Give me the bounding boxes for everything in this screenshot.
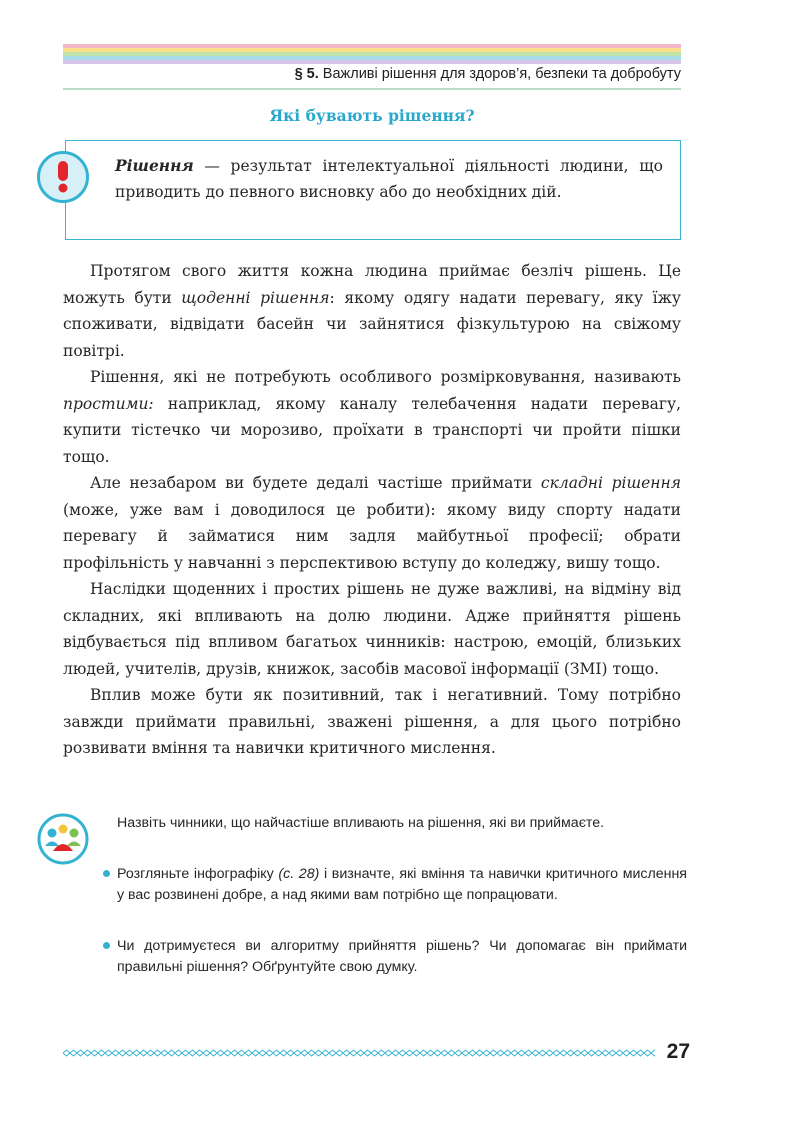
task-text: Розгляньте інфографіку (117, 866, 279, 882)
paragraph (63, 258, 681, 364)
page-number: 27 (666, 1040, 690, 1063)
paragraph: Вплив може бути як позитивний, так і негативний. Тому потрібно завжди приймати правильні, зважені рішення, а для цього потрібно розвивати вміння та навички критичного мислення. (63, 686, 681, 757)
main-text (63, 258, 681, 762)
section-title: Важливі рішення для здоров’я, безпеки та добробуту (322, 66, 681, 82)
paragraph-text: наприклад, якому каналу телебачення надати перевагу, купити тістечко чи морозиво, проїхати в транспорті чи пройти пішки тощо. (63, 394, 681, 466)
paragraph (63, 470, 681, 576)
bullet-icon (103, 942, 110, 949)
subsection-heading: Які бувають рішення? (269, 106, 475, 125)
emphasis-text: щоденні рішення (181, 288, 330, 307)
task-intro: Назвіть чинники, що найчастіше впливають на рішення, які ви приймаєте. (117, 815, 605, 831)
definition-text (115, 153, 663, 205)
task-text: Чи дотримуєтеся ви алгоритму прийняття рішень? Чи допомагає він приймати правильні рішення? Обґрунтуйте свою думку. (117, 938, 687, 975)
paragraph-text: Протягом свого життя кожна людина приймає безліч рішень. Це можуть бути (63, 262, 681, 307)
task-item (117, 864, 687, 906)
paragraph-text: Але незабаром ви будете дедалі частіше приймати (90, 474, 541, 492)
definition-term: Рішення (115, 156, 194, 175)
paragraph-text: Рішення, які не потребують особливого розмірковування, називають (90, 368, 681, 386)
running-header (63, 64, 681, 90)
page-reference: (с. 28) (278, 866, 320, 882)
emphasis-text: простими: (63, 394, 154, 413)
emphasis-text: складні рішення (540, 474, 681, 492)
group-discussion-icon (37, 813, 89, 865)
bullet-icon (103, 870, 110, 877)
definition-body: — результат інтелектуальної діяльності людини, що приводить до певного висновку або до необхідних дій. (115, 157, 663, 201)
task-item (117, 936, 687, 978)
task-text: і визначте, які вміння та навички критичного мислення у вас розвинені добре, а над якими вам потрібно ще попрацювати. (117, 866, 687, 903)
paragraph (63, 364, 681, 470)
paragraph-text: : якому одягу надати перевагу, яку їжу споживати, відвідати басейн чи зайнятися фізкультурою на свіжому повітрі. (63, 288, 681, 360)
paragraph: Наслідки щоденних і простих рішень не дуже важливі, на відміну від складних, які впливають на долю людини. Адже прийняття рішень відбувається під впливом багатьох чинників: настрою, емоцій, близьких людей, учителів, друзів, книжок, засобів масової інформації (ЗМІ) тощо. (63, 580, 681, 678)
header-decoration-stripes (63, 44, 681, 64)
exclamation-icon (37, 151, 89, 203)
section-number: § 5. (294, 66, 319, 82)
footer-decoration (63, 1047, 655, 1059)
paragraph-text: (може, уже вам і доводилося це робити): якому виду спорту надати перевагу й займатися ним задля майбутньої професії; обрати профільність у навчанні з перспективою вступу до коледжу, вишу тощо. (63, 500, 681, 572)
